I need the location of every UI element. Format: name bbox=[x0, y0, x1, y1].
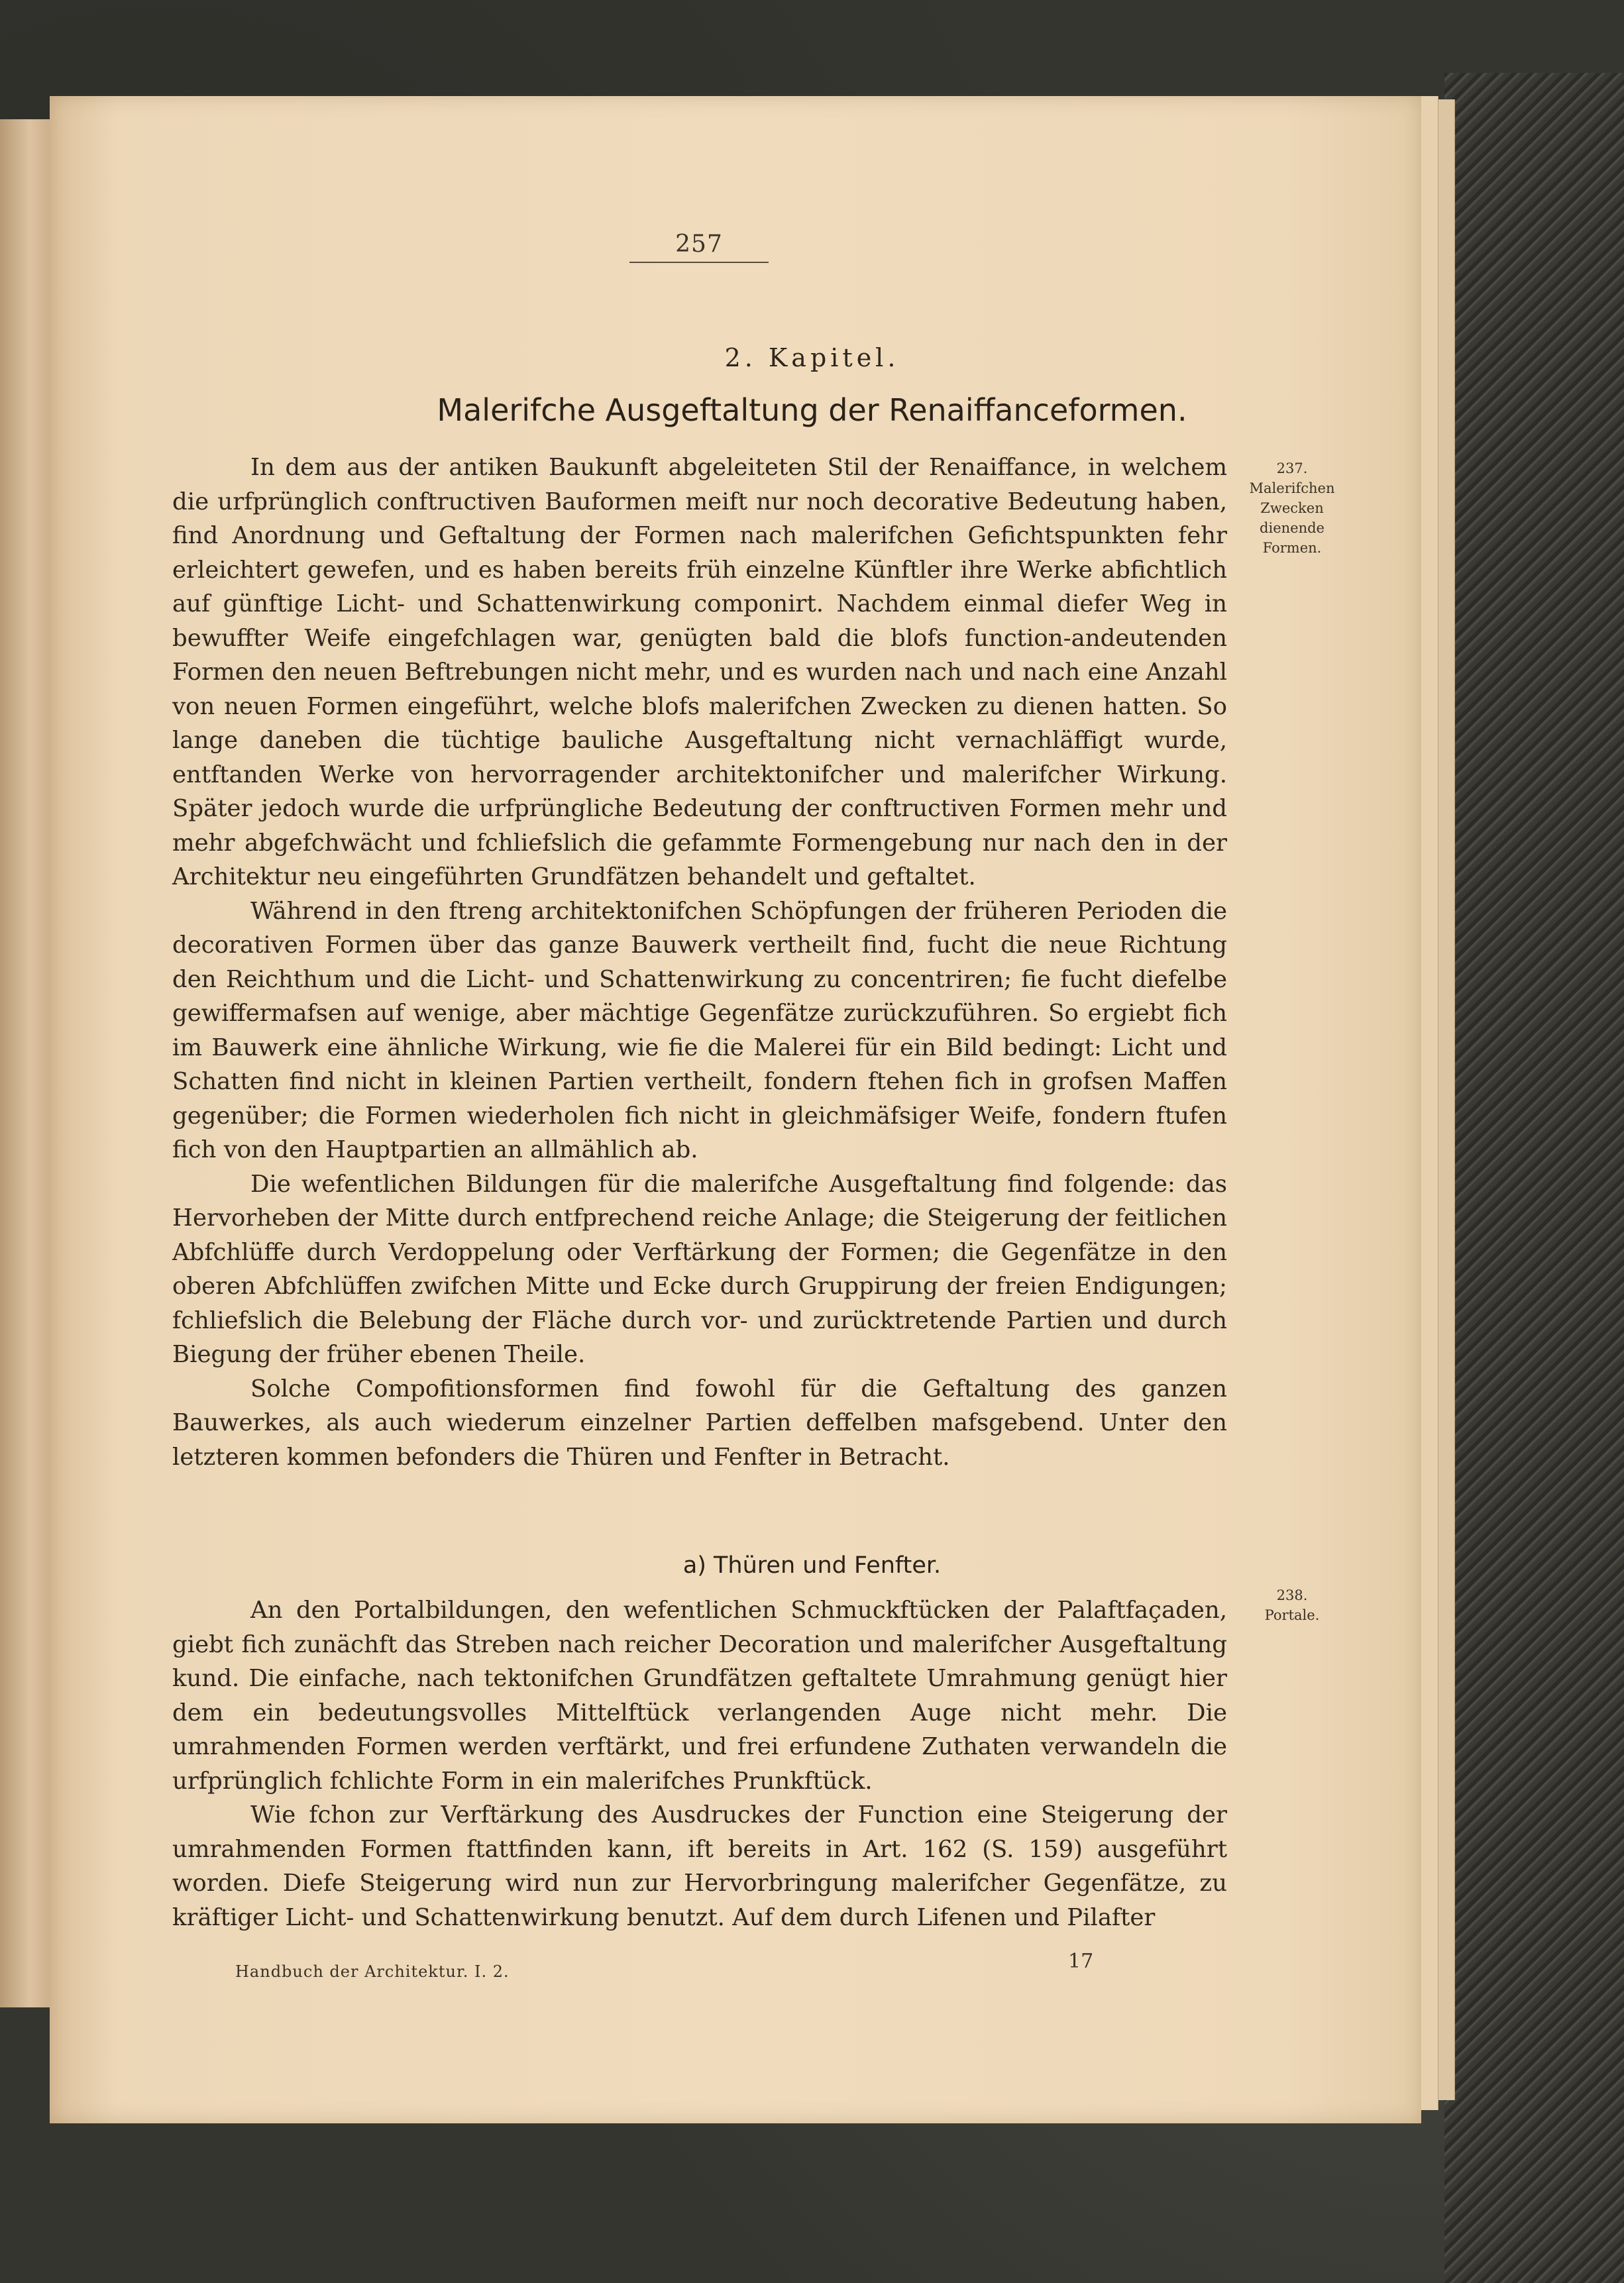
section-title: a) Thüren und Fenfter. bbox=[682, 1552, 942, 1579]
page-number: 257 bbox=[675, 231, 723, 258]
paragraph: In dem aus der antiken Baukunft abgeleiteten Stil der Renaiffance, in welchem die urfprünglich conftructiven Bauformen meift nur noch decorative Bedeutung haben, find Anordnung und Geftaltung der Formen nach malerifchen Gefichtspunkten fehr erleichtert gewefen, und es haben bereits früh einzelne Künftler ihre Werke abfichtlich auf günftige Licht- und Schattenwirkung componirt. Nachdem einmal diefer Weg in bewuffter Weife eingefchlagen war, genügten bald die blofs function-andeutenden Formen den neuen Beftrebungen nicht mehr, und es wurden nach und nach eine Anzahl von neuen Formen eingeführt, welche blofs malerifchen Zwecken zu dienen hatten. So lange daneben die tüchtige bauliche Ausgeftaltung nicht vernachläffigt wurde, entftanden Werke von hervorragender architektonifcher und malerifcher Wirkung. Später jedoch wurde die urfprüngliche Bedeutung der conftructiven Formen mehr und mehr abgefchwächt und fchliefslich die gefammte Formengebung nur nach den in der Architektur neu eingeführten Grundfätzen behandelt und geftaltet. bbox=[172, 454, 1227, 890]
page-number-rule bbox=[629, 262, 769, 263]
paragraph: Die wefentlichen Bildungen für die malerifche Ausgeftaltung find folgende: das Hervorheben der Mitte durch entfprechend reiche Anlage; die Steigerung der feitlichen Abfchlüffe durch Verdoppelung oder Verftärkung der Formen; die Gegenfätze in den oberen Abfchlüffen zwifchen Mitte und Ecke durch Gruppirung der freien Endigungen; fchliefslich die Belebung der Fläche durch vor- und zurücktretende Partien und durch Biegung der früher ebenen Theile. bbox=[172, 1170, 1227, 1368]
margin-note-line: dienende bbox=[1260, 520, 1325, 536]
margin-note-number: 237. bbox=[1276, 460, 1308, 476]
margin-note-number: 238. bbox=[1276, 1587, 1308, 1603]
section-text bbox=[172, 1593, 1227, 1935]
margin-note-238 bbox=[1239, 1585, 1345, 1625]
margin-note-line: Zwecken bbox=[1260, 500, 1324, 516]
margin-note-line: Formen. bbox=[1262, 540, 1322, 556]
page-title: Malerifche Ausgeftaltung der Renaiffanceformen. bbox=[437, 392, 1187, 428]
footer-signature-number: 17 bbox=[1068, 1950, 1094, 1973]
margin-note-237 bbox=[1239, 458, 1345, 558]
main-text bbox=[172, 451, 1227, 1474]
margin-note-line: Malerifchen bbox=[1249, 480, 1335, 496]
paragraph: Solche Compofitionsformen find fowohl für die Geftaltung des ganzen Bauwerkes, als auch wiederum einzelner Partien deffelben mafsgebend. Unter den letzteren kommen befonders die Thüren und Fenfter in Betracht. bbox=[172, 1375, 1227, 1471]
footer-book-title: Handbuch der Architektur. I. 2. bbox=[235, 1962, 510, 1981]
paragraph: Wie fchon zur Verftärkung des Ausdruckes der Function eine Steigerung der umrahmenden Formen ftattfinden kann, ift bereits in Art. 162 (S. 159) ausgeführt worden. Diefe Steigerung wird nun zur Hervorbringung malerifcher Gegenfätze, zu kräftiger Licht- und Schattenwirkung benutzt. Auf dem durch Lifenen und Pilafter bbox=[172, 1801, 1227, 1931]
paragraph: Während in den ftreng architektonifchen Schöpfungen der früheren Perioden die decorativen Formen über das ganze Bauwerk vertheilt find, fucht die neue Richtung den Reichthum und die Licht- und Schattenwirkung zu concentriren; fie fucht diefelbe gewiffermafsen auf wenige, aber mächtige Gegenfätze zurückzuführen. So ergiebt fich im Bauwerk eine ähnliche Wirkung, wie fie die Malerei für ein Bild bedingt: Licht und Schatten find nicht in kleinen Partien vertheilt, fondern ftehen fich in grofsen Maffen gegenüber; die Formen wiederholen fich nicht in gleichmäfsiger Weife, fondern ftufen fich von den Hauptpartien an allmählich ab. bbox=[172, 897, 1227, 1163]
chapter-heading: 2. Kapitel. bbox=[724, 343, 900, 372]
paragraph: An den Portalbildungen, den wefentlichen Schmuckftücken der Palaftfaçaden, giebt fich zunächft das Streben nach reicher Decoration und malerifcher Ausgeftaltung kund. Die einfache, nach tektonifchen Grundfätzen geftaltete Umrahmung genügt hier dem ein bedeutungsvolles Mittelftück verlangenden Auge nicht mehr. Die umrahmenden Formen werden verftärkt, und frei erfundene Zuthaten verwandeln die urfprünglich fchlichte Form in ein malerifches Prunkftück. bbox=[172, 1597, 1227, 1795]
margin-note-line: Portale. bbox=[1264, 1607, 1320, 1623]
